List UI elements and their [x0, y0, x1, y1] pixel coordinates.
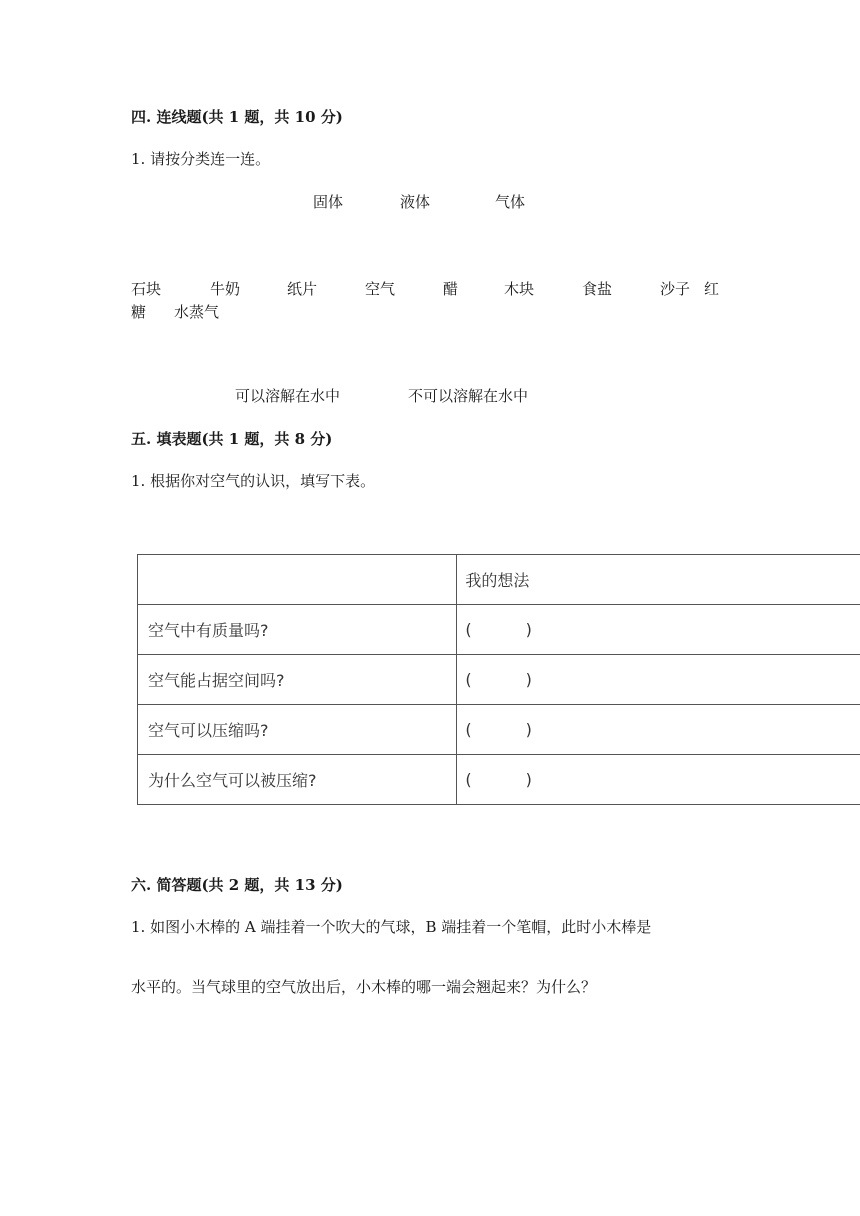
answer-cell[interactable]: [457, 755, 860, 805]
item-milk: 牛奶: [210, 280, 241, 298]
category-gas: 气体: [495, 193, 526, 211]
table-header-my-idea: 我的想法: [457, 555, 860, 605]
open-paren: (: [465, 770, 472, 789]
open-paren: (: [465, 620, 472, 639]
section-5-heading: 五. 填表题(共 1 题，共 8 分): [131, 430, 333, 448]
item-sand: 沙子: [660, 280, 691, 298]
table-row: [138, 605, 860, 655]
open-paren: (: [465, 720, 472, 739]
answer-cell[interactable]: [457, 655, 860, 705]
item-stone: 石块: [131, 280, 162, 298]
category-solid: 固体: [313, 193, 344, 211]
table-row: [138, 705, 860, 755]
open-paren: (: [465, 670, 472, 689]
air-knowledge-table: [137, 554, 860, 805]
answer-cell[interactable]: [457, 705, 860, 755]
table-row: [138, 755, 860, 805]
table-header-row: [138, 555, 860, 605]
item-air: 空气: [365, 280, 396, 298]
section-5-question: 1. 根据你对空气的认识，填写下表。: [131, 472, 376, 490]
category-liquid: 液体: [400, 193, 431, 211]
item-wood: 木块: [504, 280, 535, 298]
item-vinegar: 醋: [443, 280, 459, 298]
section-4-heading: 四. 连线题(共 1 题，共 10 分): [131, 108, 343, 126]
item-water-vapor: 水蒸气: [174, 303, 220, 321]
close-paren: ): [525, 620, 532, 639]
row-question: 为什么空气可以被压缩?: [138, 755, 457, 805]
close-paren: ): [525, 670, 532, 689]
table-row: [138, 655, 860, 705]
row-question: 空气能占据空间吗?: [138, 655, 457, 705]
section-6-heading: 六. 简答题(共 2 题，共 13 分): [131, 876, 343, 894]
item-salt: 食盐: [582, 280, 613, 298]
category-insoluble: 不可以溶解在水中: [408, 387, 529, 405]
table-header-empty: [138, 555, 457, 605]
section-6-question-line-2: 水平的。当气球里的空气放出后，小木棒的哪一端会翘起来？为什么？: [131, 978, 597, 996]
item-brown-sugar-part1: 红: [704, 280, 720, 298]
close-paren: ): [525, 770, 532, 789]
item-brown-sugar-part2: 糖: [131, 303, 147, 321]
row-question: 空气中有质量吗?: [138, 605, 457, 655]
row-question: 空气可以压缩吗?: [138, 705, 457, 755]
close-paren: ): [525, 720, 532, 739]
item-paper: 纸片: [287, 280, 318, 298]
answer-cell[interactable]: [457, 605, 860, 655]
section-6-question-line-1: 1. 如图小木棒的 A 端挂着一个吹大的气球，B 端挂着一个笔帽，此时小木棒是: [131, 918, 652, 936]
section-4-question: 1. 请按分类连一连。: [131, 150, 271, 168]
category-soluble: 可以溶解在水中: [235, 387, 341, 405]
